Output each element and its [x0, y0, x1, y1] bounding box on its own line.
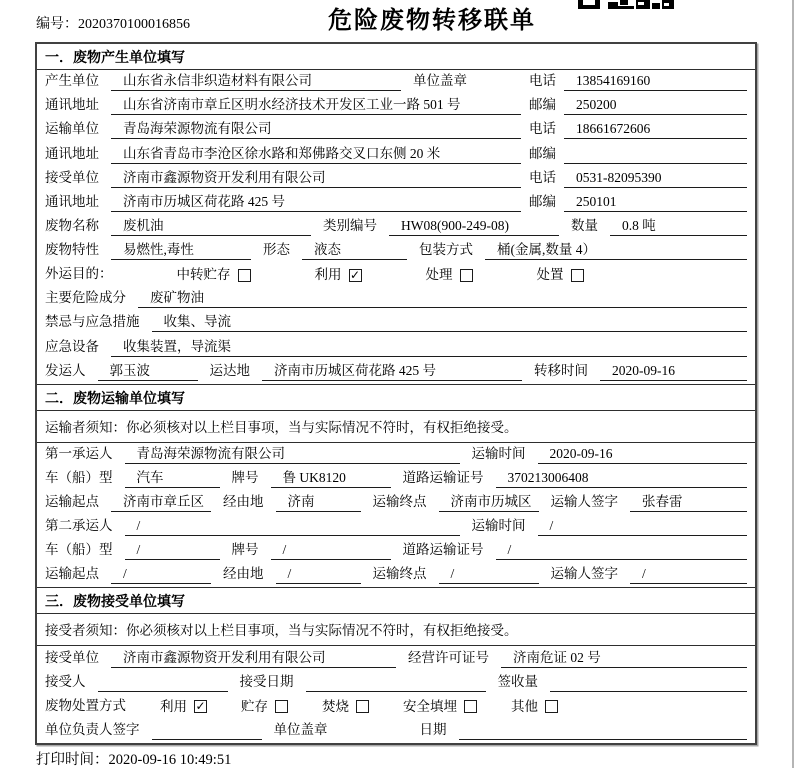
form-row: [37, 443, 755, 467]
row-fields: [45, 97, 521, 115]
field-value: 郭玉波: [98, 363, 198, 381]
checkbox-item: [511, 699, 558, 716]
checkbox-label: 利用: [314, 267, 342, 283]
checkbox-label: 贮存: [241, 698, 268, 714]
checkbox-item: [322, 699, 369, 716]
checkbox-item: [241, 699, 288, 716]
field-label: 接受单位: [45, 649, 99, 665]
row-fields: [45, 566, 747, 584]
form-row: [37, 94, 755, 118]
row-fields: [45, 542, 747, 560]
field-label: 车（船）型: [45, 469, 113, 485]
form-row: [37, 167, 755, 191]
form-row: [37, 263, 755, 287]
checkbox-label: 安全填埋: [403, 698, 457, 714]
row-fields: [45, 266, 747, 284]
form-row: [37, 70, 755, 94]
field-label: 车（船）型: [45, 542, 113, 558]
field-label: 主要危险成分: [45, 290, 126, 306]
field-value: [152, 738, 262, 740]
field-label: 牌号: [231, 542, 259, 558]
field-label: 类别编号: [323, 217, 377, 233]
form-row: [37, 467, 755, 491]
field-label: 单位负责人签字: [45, 721, 140, 737]
field-value: /: [496, 542, 748, 560]
field-value: 250101: [564, 194, 747, 212]
field-value: 济南市历城区: [439, 494, 539, 512]
field-value: [98, 690, 228, 692]
field-value: 济南市历城区荷花路 425 号: [262, 363, 522, 381]
checkbox-unchecked: [545, 700, 558, 713]
checkbox-unchecked: [460, 269, 473, 282]
row-fields: [45, 121, 521, 139]
row-fields: [45, 698, 747, 716]
checkbox-checked: ✓: [195, 699, 206, 714]
field-label: 经营许可证号: [408, 649, 489, 665]
field-label: 运输人签字: [550, 566, 618, 582]
row-fields: [45, 722, 747, 740]
section-header: 三．废物接受单位填写: [37, 587, 755, 614]
form-row: [37, 563, 755, 587]
row-fields: [45, 650, 747, 668]
row-fields: [45, 339, 747, 357]
checkbox-unchecked: [356, 700, 369, 713]
section-notice: 接受者须知：你必须核对以上栏目事项，当与实际情况不符时，有权拒绝接受。: [37, 614, 755, 646]
checkbox-label: 处理: [425, 267, 453, 283]
form-row: [37, 646, 755, 670]
field-label: 运输人签字: [550, 494, 618, 509]
checkbox-label: 焚烧: [322, 698, 349, 714]
field-value: 山东省济南市章丘区明水经济技术开发区工业一路 501 号: [111, 97, 521, 115]
field-value: 济南市章丘区: [111, 494, 211, 512]
row-fields: [45, 194, 521, 212]
form-row: [37, 142, 755, 166]
field-value: /: [538, 518, 748, 536]
checkbox-label: 利用: [160, 698, 187, 714]
form-row: [37, 539, 755, 563]
field-label: 运输时间: [471, 518, 526, 534]
field-value: 13854169160: [564, 73, 747, 91]
form-row: [37, 719, 755, 743]
checkbox-item: [403, 699, 477, 716]
row-fields: [45, 146, 521, 164]
field-label: 电话: [529, 169, 556, 185]
field-value: 0.8 吨: [610, 218, 747, 236]
field-value: [550, 690, 747, 692]
field-value: /: [125, 518, 460, 536]
field-value: 桶(金属,数量 4）: [485, 242, 747, 260]
field-value: /: [125, 542, 220, 560]
field-value: /: [630, 566, 747, 584]
field-label: 第一承运人: [45, 445, 113, 461]
field-label: 道路运输证号: [402, 542, 484, 558]
field-label: 邮编: [529, 193, 556, 209]
field-value: 2020-09-16: [600, 363, 747, 381]
field-label: 运输终点: [372, 494, 427, 509]
field-value: /: [271, 542, 391, 560]
field-label: 接受人: [45, 673, 86, 689]
row-right-column: [529, 194, 747, 212]
form-row: [37, 695, 755, 719]
field-value: 张春雷: [630, 494, 747, 512]
field-label: 废物名称: [45, 217, 99, 233]
field-label: 经由地: [223, 566, 264, 582]
field-label: 外运目的：: [45, 266, 113, 282]
field-value: 液态: [302, 242, 407, 260]
checkbox-label: 处置: [536, 267, 564, 283]
checkbox-checked: ✓: [349, 267, 361, 282]
field-value: [459, 738, 748, 740]
page-edge-line: [792, 0, 794, 768]
row-right-column: [529, 170, 747, 188]
field-value: HW08(900-249-08): [389, 218, 559, 236]
row-right-column: [529, 121, 747, 139]
form-row: [37, 491, 755, 515]
field-value: /: [439, 566, 539, 584]
field-value: 青岛海荣源物流有限公司: [111, 121, 521, 139]
field-label: 运输终点: [372, 566, 427, 582]
checkbox-item: [315, 267, 362, 284]
field-value: 济南市鑫源物资开发利用有限公司: [111, 170, 521, 188]
row-fields: [45, 470, 747, 488]
field-label: 运输起点: [45, 566, 99, 582]
print-time: [36, 748, 231, 768]
form-row: [37, 671, 755, 695]
form-row: [37, 239, 755, 263]
field-label: 通讯地址: [45, 145, 99, 161]
field-label: 产生单位: [45, 73, 99, 89]
field-value: 0531-82095390: [564, 170, 747, 188]
field-label: 电话: [529, 121, 556, 137]
field-value: [564, 162, 747, 164]
field-label: 转移时间: [534, 362, 588, 378]
row-fields: [45, 242, 747, 260]
checkbox-item: [177, 267, 251, 284]
row-fields: [45, 170, 521, 188]
field-value: 鲁 UK8120: [271, 470, 391, 488]
row-fields: [45, 446, 747, 464]
field-value: 汽车: [125, 470, 220, 488]
field-value: 易燃性,毒性: [111, 242, 251, 260]
field-value: 收集、导流: [152, 314, 748, 332]
field-label: 禁忌与应急措施: [45, 314, 140, 330]
field-value: 济南市鑫源物资开发利用有限公司: [111, 650, 396, 668]
field-label: 废物处置方式: [45, 697, 126, 713]
form-row: [37, 360, 755, 384]
doc-number-value: 2020370100016856: [78, 17, 190, 32]
row-right-column: [529, 146, 747, 164]
section-header: 二．废物运输单位填写: [37, 384, 755, 411]
field-label: 牌号: [231, 469, 259, 485]
row-fields: [45, 314, 747, 332]
field-value: 济南: [276, 494, 361, 512]
field-label: 包装方式: [419, 242, 473, 257]
field-label: 运达地: [209, 362, 250, 378]
field-label: 单位盖章: [413, 73, 467, 89]
form-row: [37, 311, 755, 335]
field-label: 通讯地址: [45, 193, 99, 209]
form-row: [37, 215, 755, 239]
field-value: 废矿物油: [138, 290, 747, 308]
field-value: 2020-09-16: [538, 446, 748, 464]
checkbox-unchecked: [275, 700, 288, 713]
field-label: 接受单位: [45, 169, 99, 185]
row-right-column: [529, 97, 747, 115]
field-value: 370213006408: [496, 470, 748, 488]
form-row: [37, 118, 755, 142]
page-title: 危险废物转移联单: [328, 8, 536, 34]
form-table: [35, 42, 757, 745]
checkbox-item: [537, 267, 584, 284]
row-fields: [45, 218, 747, 236]
field-value: 青岛海荣源物流有限公司: [125, 446, 460, 464]
print-time-value: 2020-09-16 10:49:51: [108, 752, 232, 768]
row-fields: [45, 290, 747, 308]
field-value: /: [111, 566, 211, 584]
form-row: [37, 287, 755, 311]
field-label: 日期: [419, 721, 447, 737]
field-label: 第二承运人: [45, 518, 113, 534]
field-value: 济南危证 02 号: [501, 650, 747, 668]
field-value: /: [276, 566, 361, 584]
field-label: 单位盖章: [273, 721, 328, 737]
field-label: 通讯地址: [45, 97, 99, 113]
field-value: 废机油: [111, 218, 311, 236]
field-label: 运输单位: [45, 121, 99, 137]
row-fields: [45, 518, 747, 536]
row-fields: [45, 363, 747, 381]
form-row: [37, 515, 755, 539]
qr-code-fragment: [578, 0, 674, 11]
checkbox-unchecked: [571, 269, 584, 282]
field-label: 签收量: [497, 673, 538, 689]
row-right-column: [529, 73, 747, 91]
checkbox-item: [160, 699, 207, 716]
field-label: 道路运输证号: [402, 469, 484, 485]
form-row: [37, 335, 755, 359]
field-label: 经由地: [223, 494, 264, 509]
row-fields: [45, 494, 747, 512]
checkbox-label: 其他: [511, 698, 538, 714]
checkbox-unchecked: [238, 269, 251, 282]
field-value: 18661672606: [564, 121, 747, 139]
field-label: 应急设备: [45, 338, 99, 354]
field-label: 电话: [529, 73, 556, 89]
form-row: [37, 191, 755, 215]
field-value: 山东省青岛市李沧区徐水路和郑佛路交叉口东侧 20 米: [111, 146, 521, 164]
field-label: 运输起点: [45, 494, 99, 509]
field-label: 运输时间: [471, 445, 526, 461]
field-label: 形态: [263, 242, 290, 257]
checkbox-label: 中转贮存: [176, 267, 231, 283]
field-label: 发运人: [45, 362, 86, 378]
field-value: [306, 690, 486, 692]
section-header: 一．废物产生单位填写: [37, 44, 755, 70]
field-label: 接受日期: [239, 673, 294, 689]
field-value: 山东省永信非织造材料有限公司: [111, 73, 401, 91]
field-label: 邮编: [529, 145, 556, 161]
row-fields: [45, 73, 521, 91]
field-label: 废物特性: [45, 242, 99, 257]
print-time-label: 打印时间：: [36, 752, 109, 768]
field-label: 邮编: [529, 97, 556, 113]
checkbox-item: [426, 267, 473, 284]
section-notice: 运输者须知：你必须核对以上栏目事项，当与实际情况不符时，有权拒绝接受。: [37, 411, 755, 443]
field-value: 济南市历城区荷花路 425 号: [111, 194, 521, 212]
row-fields: [45, 674, 747, 692]
checkbox-unchecked: [464, 700, 477, 713]
field-value: 250200: [564, 97, 747, 115]
field-label: 数量: [571, 217, 598, 233]
doc-number-label: 编号：: [36, 17, 78, 32]
field-value: 收集装置，导流渠: [111, 339, 747, 357]
